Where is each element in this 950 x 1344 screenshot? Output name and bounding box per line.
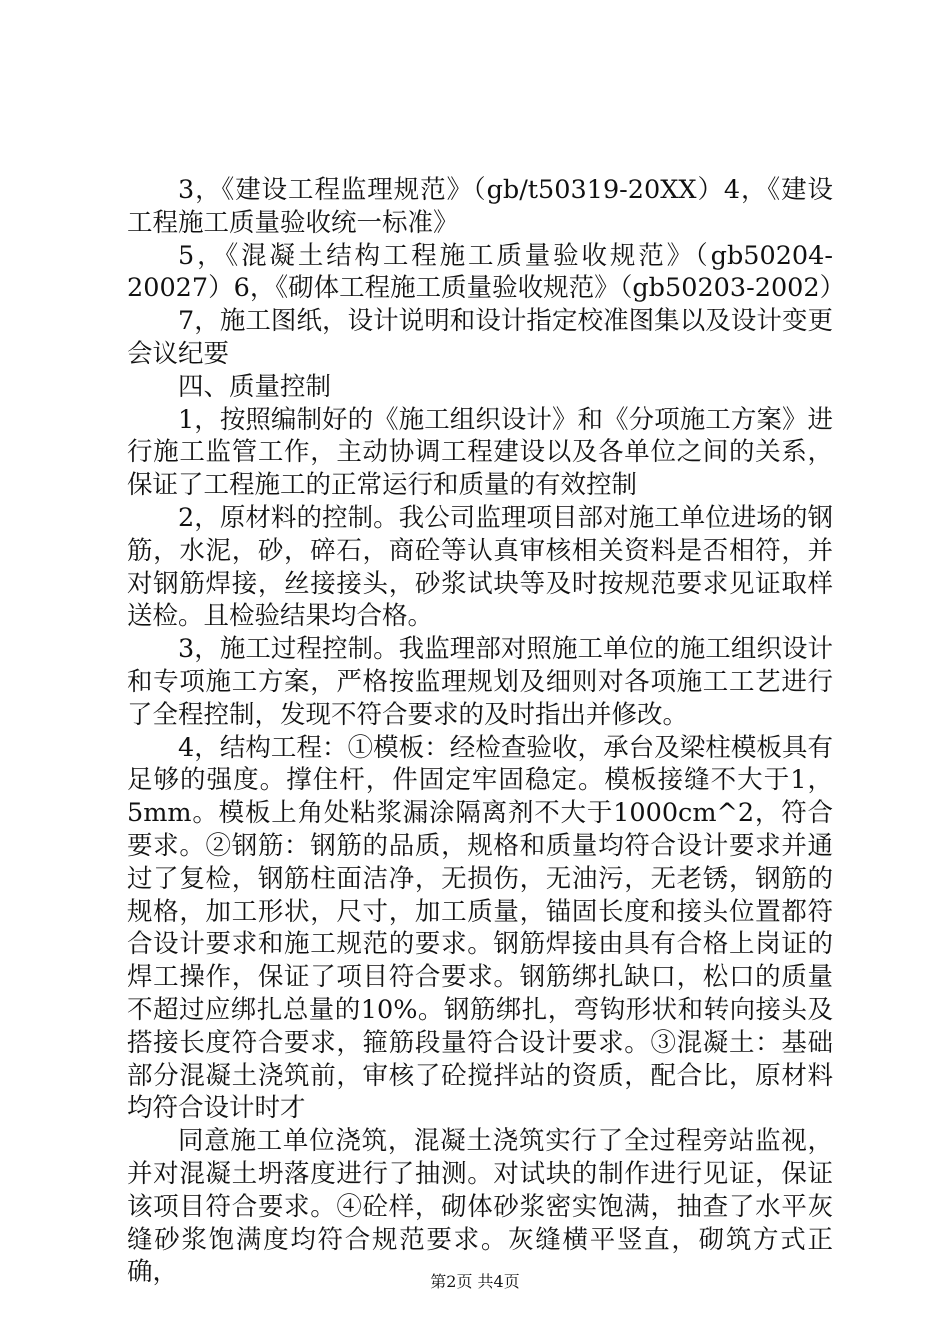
paragraph-references-2: 5，《混凝土结构工程施工质量验收规范》（gb50204-20027）6，《砌体工程施工质量验收规范》（gb50203-2002） [127,240,846,304]
paragraph-references-1: 3，《建设工程监理规范》（gb/t50319-20XX）4，《建设工程施工质量验收统一标准》 [127,175,833,238]
paragraph-quality-4-continued: 同意施工单位浇筑，混凝土浇筑实行了全过程旁站监视，并对混凝土坍落度进行了抽测。对试块的制作进行见证，保证该项目符合要求。④砼样，砌体砂浆密实饱满，抽查了水平灰缝砂浆饱满度均符合规范要求。灰缝横平竖直，砌筑方式正确， [127,1126,833,1288]
paragraph-quality-4: 4，结构工程：①模板：经检查验收，承台及梁柱模板具有足够的强度。撑住杆，件固定牢固稳定。模板接缝不大于1，5mm。模板上角处粘浆漏涂隔离剂不大于1000cm^2，符合要求。②钢筋：钢筋的品质，规格和质量均符合设计要求并通过了复检，钢筋柱面洁净，无损伤，无油污，无老锈，钢筋的规格，加工形状，尺寸，加工质量，锚固长度和接头位置都符合设计要求和施工规范的要求。钢筋焊接由具有合格上岗证的焊工操作，保证了项目符合要求。钢筋绑扎缺口，松口的质量不超过应绑扎总量的10%。钢筋绑扎，弯钩形状和转向接头及搭接长度符合要求，箍筋段量符合设计要求。③混凝土：基础部分混凝土浇筑前，审核了砼搅拌站的资质，配合比，原材料均符合设计时才 [127,732,833,1124]
paragraph-quality-3: 3，施工过程控制。我监理部对照施工单位的施工组织设计和专项施工方案，严格按监理规划及细则对各项施工工艺进行了全程控制，发现不符合要求的及时指出并修改。 [127,634,833,730]
paragraph-quality-1: 1，按照编制好的《施工组织设计》和《分项施工方案》进行施工监管工作，主动协调工程建设以及各单位之间的关系，保证了工程施工的正常运行和质量的有效控制 [127,404,833,501]
paragraph-references-3: 7，施工图纸，设计说明和设计指定校准图集以及设计变更会议纪要 [127,306,833,369]
paragraph-quality-2: 2，原材料的控制。我公司监理项目部对施工单位进场的钢筋，水泥，砂，碎石，商砼等认真审核相关资料是否相符，并对钢筋焊接，丝接接头，砂浆试块等及时按规范要求见证取样送检。且检验结果均合格。 [127,502,833,632]
document-body [127,174,846,1289]
section-heading-quality-control: 四、质量控制 [178,371,332,402]
page-number-footer: 第2页 共4页 [430,1272,520,1291]
